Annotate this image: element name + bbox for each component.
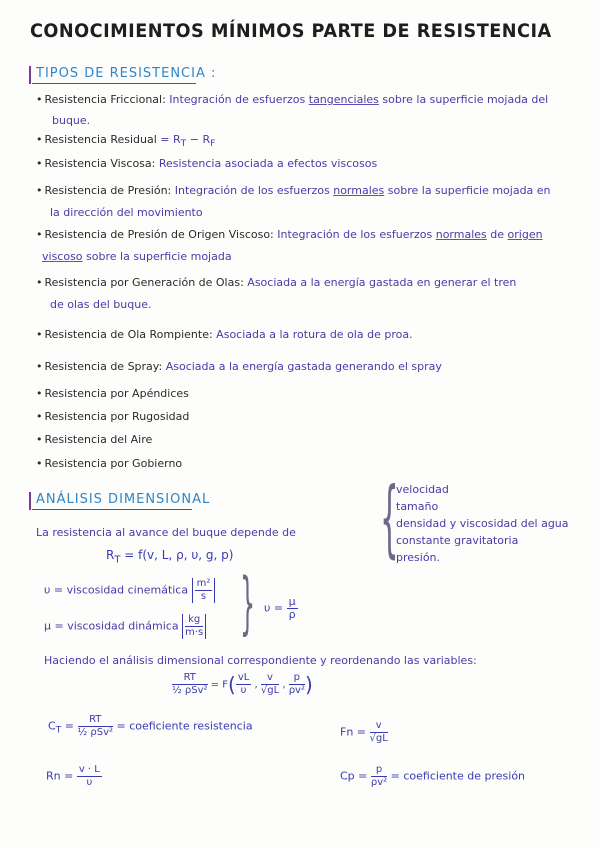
section-heading-text: TIPOS DE RESISTENCIA : [36, 66, 217, 81]
item-continuation: buque. [52, 114, 91, 127]
eq-lhs [172, 672, 208, 697]
rn-definition [46, 764, 102, 789]
relation-fraction [287, 596, 298, 621]
bullet: • [36, 433, 43, 446]
eq-func: = F [207, 679, 228, 691]
item-underlined: normales [333, 184, 385, 197]
bullet: • [36, 228, 43, 241]
item-desc-cont: − R [186, 133, 211, 146]
frac-num: vL [237, 672, 250, 683]
resistance-function [106, 548, 233, 565]
dynamic-unit [182, 614, 206, 639]
frac-den: √gL [369, 733, 388, 744]
bullet: • [36, 410, 43, 423]
item-term: Resistencia por Apéndices [44, 387, 189, 400]
unit-den: m·s [185, 627, 204, 638]
right-brace-icon: } [240, 564, 256, 643]
variable-item: presión. [396, 551, 441, 564]
list-item [36, 453, 182, 475]
rn-symbol: Rn = [46, 769, 77, 783]
bullet: • [36, 184, 43, 197]
list-item [36, 89, 548, 111]
cp-definition [340, 764, 525, 789]
viscosity-relation [264, 596, 298, 621]
list-item [36, 153, 377, 175]
kinematic-unit [192, 578, 216, 603]
bullet: • [36, 93, 43, 106]
section-heading-text: ANÁLISIS DIMENSIONAL [36, 492, 211, 507]
item-continuation-text: sobre la superficie mojada [82, 250, 232, 263]
list-item [36, 272, 516, 294]
eq-arg [289, 672, 305, 697]
bullet: • [36, 133, 43, 146]
list-item [36, 129, 215, 155]
unit-num: m² [196, 578, 211, 589]
list-item [36, 224, 543, 246]
item-desc-cont: sobre la superficie mojada del [378, 93, 549, 106]
item-desc-cont: de [486, 228, 508, 241]
item-desc: Asociada a la energía gastada en generar el tren [243, 276, 517, 289]
section-underline [32, 83, 196, 85]
item-desc: Asociada a la rotura de ola de proa. [212, 328, 413, 341]
frac-den: ½ ρSv² [172, 685, 208, 696]
variable-item: constante gravitatoria [396, 534, 519, 547]
item-term: Resistencia por Gobierno [44, 457, 183, 470]
item-continuation: la dirección del movimiento [50, 206, 203, 219]
bullet: • [36, 387, 43, 400]
analysis-intro: La resistencia al avance del buque depende de [36, 526, 296, 539]
section-bar [29, 492, 31, 510]
unit-num: kg [185, 614, 203, 627]
ct-definition: $C_T$ = $\frac{RT}{\text{½ ρSv²}}$ = coeficiente resistencia [48, 714, 253, 738]
frac-den: ρv² [370, 777, 388, 788]
bullet: • [36, 276, 43, 289]
item-desc: Integración de los esfuerzos [171, 184, 334, 197]
frac-num: p [289, 672, 305, 685]
frac-num: v [261, 672, 279, 685]
item-term: Resistencia Residual [44, 133, 157, 146]
item-desc: Asociada a la energía gastada generando el spray [162, 360, 442, 373]
list-item [36, 429, 152, 451]
function-symbol: R [106, 548, 115, 562]
kinematic-label: υ = viscosidad cinemática [44, 583, 189, 597]
frac-num: μ [288, 595, 296, 608]
item-underlined: viscoso [42, 250, 83, 263]
fn-symbol: Fn = [340, 725, 370, 739]
item-term: Resistencia del Aire [44, 433, 153, 446]
bullet: • [36, 328, 43, 341]
item-continuation [42, 250, 232, 263]
bullet: • [36, 360, 43, 373]
item-desc-cont: sobre la superficie mojada en [384, 184, 551, 197]
item-term: Resistencia de Spray: [44, 360, 163, 373]
kinematic-viscosity [44, 578, 215, 603]
item-term: Resistencia de Ola Rompiente: [44, 328, 213, 341]
item-underlined: origen [507, 228, 543, 241]
variable-item: velocidad [396, 483, 449, 496]
analysis-statement: Haciendo el análisis dimensional correspondiente y reordenando las variables: [44, 654, 477, 667]
section-heading-analysis [36, 492, 210, 507]
paren-open: ( [228, 672, 236, 697]
item-continuation: de olas del buque. [50, 298, 152, 311]
page-title: CONOCIMIENTOS MÍNIMOS PARTE DE RESISTENCIA [30, 20, 552, 42]
frac-num: v · L [78, 764, 100, 775]
function-args: = f(v, L, ρ, υ, g, p) [120, 548, 234, 562]
list-item [36, 180, 551, 202]
subscript: F [210, 138, 216, 150]
section-heading-types [36, 66, 216, 81]
item-term: Resistencia por Generación de Olas: [44, 276, 244, 289]
ct-symbol: C [48, 719, 56, 733]
item-underlined: normales [435, 228, 487, 241]
dimensionless-equation: $\frac{RT}{\text{½ ρSv²}}$ = F( $\frac{vL}{\upsilon}$ , $\frac{v}{√gL}$ , $\frac{p}{\text{ρv²}}$ ) [172, 672, 313, 697]
brace-icon: { [380, 469, 399, 567]
variable-item: densidad y viscosidad del agua [396, 517, 569, 530]
bullet: • [36, 457, 43, 470]
fn-definition [340, 720, 388, 745]
dynamic-label: μ = viscosidad dinámica [44, 619, 179, 633]
frac-den: ρ [288, 608, 296, 621]
item-term: Resistencia Friccional: [44, 93, 166, 106]
frac-den: υ [240, 685, 247, 696]
item-desc: Resistencia asociada a efectos viscosos [155, 157, 378, 170]
list-item [36, 356, 442, 378]
item-term: Resistencia por Rugosidad [44, 410, 190, 423]
frac-num: RT [172, 672, 208, 685]
list-item [36, 383, 189, 405]
variable-item: tamaño [396, 500, 439, 513]
bullet: • [36, 157, 43, 170]
frac-den: ρv² [288, 685, 305, 696]
fn-fraction [370, 720, 388, 745]
frac-num: p [371, 764, 387, 777]
variable-list [396, 481, 569, 566]
list-item [36, 406, 189, 428]
frac-den: √gL [260, 685, 280, 696]
unit-den: s [200, 591, 207, 602]
dynamic-viscosity [44, 614, 206, 639]
ct-fraction [78, 714, 114, 739]
frac-den: ½ ρSv² [77, 727, 113, 738]
list-item [36, 324, 413, 346]
item-underlined: tangenciales [308, 93, 379, 106]
ct-description: = coeficiente resistencia [113, 719, 253, 733]
item-term: Resistencia de Presión: [44, 184, 172, 197]
rn-fraction [77, 764, 102, 789]
item-desc: = R [156, 133, 181, 146]
eq-arg [261, 672, 279, 697]
cp-symbol: Cp = [340, 769, 371, 783]
subscript: T [55, 724, 62, 736]
subscript: T [180, 138, 187, 150]
frac-den: υ [86, 777, 93, 788]
cp-fraction [371, 764, 387, 789]
subscript: T [114, 554, 121, 566]
item-term: Resistencia de Presión de Origen Viscoso: [44, 228, 274, 241]
item-term: Resistencia Viscosa: [44, 157, 156, 170]
section-underline [32, 509, 192, 511]
frac-num: RT [78, 714, 114, 727]
paren-close: ) [304, 672, 313, 697]
cp-description: = coeficiente de presión [387, 769, 526, 783]
relation-lhs: υ = [264, 601, 287, 615]
section-bar [29, 66, 31, 84]
item-desc: Integración de esfuerzos [165, 93, 309, 106]
frac-num: v [370, 720, 388, 733]
item-desc: Integración de los esfuerzos [273, 228, 436, 241]
eq-arg [236, 672, 252, 697]
